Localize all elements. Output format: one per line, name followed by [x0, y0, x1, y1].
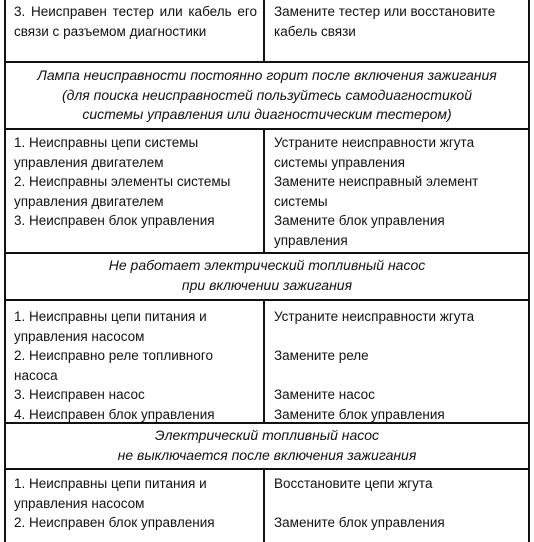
- fix-text: Замените неисправный элемент системы: [274, 174, 479, 209]
- fix-text: Замените блок управления управления: [274, 213, 445, 248]
- cause-text: 2. Неисправно реле топливного насоса: [14, 348, 214, 383]
- section-header: [4, 424, 530, 470]
- section-header-line: при включении зажигания: [181, 276, 353, 293]
- fix-text: Замените блок управления: [274, 406, 445, 422]
- section-header-line: (для поиска неисправностей пользуйтесь самодиагностикой: [61, 86, 473, 103]
- section-header-line: Электрический топливный насос: [154, 427, 380, 443]
- section-header-line: Лампа неисправности постоянно горит после включения зажигания: [37, 67, 497, 83]
- fix-text: Восстановите цепи жгута: [274, 476, 433, 491]
- cause-text: 3. Неисправен блок управления: [14, 213, 215, 228]
- fix-cell: [265, 130, 526, 252]
- cause-text: 3. Неисправен тестер или кабель его связи с разъемом диагностики: [14, 4, 257, 39]
- cause-cell: [4, 470, 265, 542]
- fix-text: Устраните неисправности жгута системы управления: [274, 135, 475, 170]
- cause-cell: [4, 0, 265, 61]
- table-left-border: [4, 0, 6, 542]
- fix-text: Замените насос: [274, 387, 375, 402]
- cause-text: 1. Неисправны цепи питания и управления насосом: [14, 476, 207, 511]
- section-header-line: системы управления или диагностическим тестером): [82, 106, 452, 122]
- section-header: [4, 63, 530, 130]
- section-header-line: не выключается после включения зажигания: [117, 446, 417, 463]
- cause-text: 1. Неисправны цепи системы управления двигателем: [14, 135, 199, 170]
- section-header: [4, 254, 530, 301]
- troubleshooting-table: [4, 0, 530, 542]
- table-row: [4, 0, 530, 63]
- table-row-group: [4, 301, 530, 424]
- table-right-border: [528, 0, 530, 542]
- cause-text: 2. Неисправен блок управления: [14, 515, 215, 530]
- fix-text: Замените тестер или восстановите кабель связи: [274, 4, 496, 39]
- fix-text: Замените блок управления: [274, 515, 445, 530]
- fix-cell: [265, 301, 526, 422]
- fix-cell: [265, 470, 526, 542]
- section-header-line: Не работает электрический топливный насос: [108, 257, 426, 273]
- cause-text: 4. Неисправен блок управления: [14, 406, 215, 422]
- table-row-group: [4, 130, 530, 254]
- cause-text: 2. Неисправны элементы системы управления двигателем: [14, 174, 231, 209]
- fix-cell: [265, 0, 526, 61]
- cause-cell: [4, 301, 265, 422]
- fix-text: Замените реле: [274, 348, 369, 363]
- table-row-group: [4, 470, 530, 542]
- cause-text: 3. Неисправен насос: [14, 387, 145, 402]
- cause-cell: [4, 130, 265, 252]
- fix-text: Устраните неисправности жгута: [274, 309, 475, 324]
- cause-text: 1. Неисправны цепи питания и управления насосом: [14, 309, 207, 344]
